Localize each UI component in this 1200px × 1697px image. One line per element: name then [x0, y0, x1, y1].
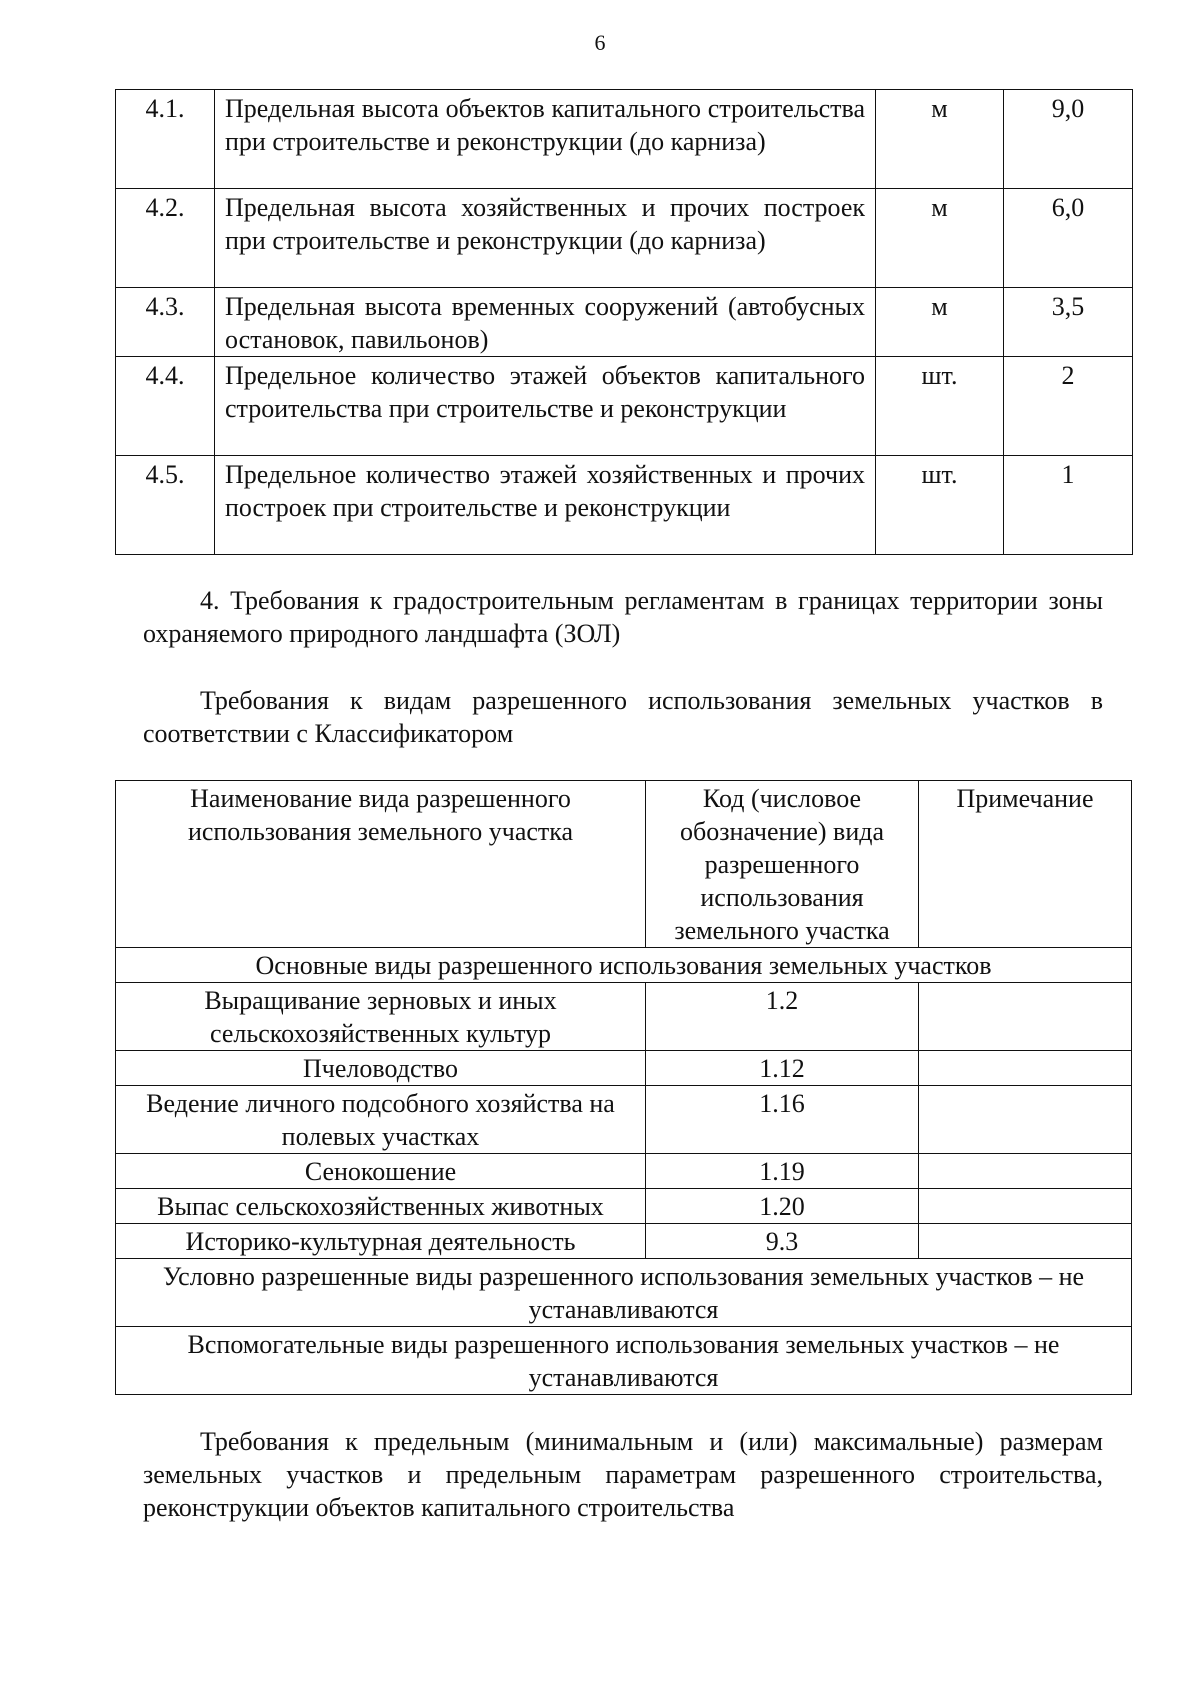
row-number: 4.2.: [116, 189, 215, 288]
row-number: 4.3.: [116, 288, 215, 357]
table-row: [116, 189, 1133, 288]
parameter-value: 3,5: [1004, 288, 1133, 357]
closing-paragraph: Требования к предельным (минимальным и (или) максимальные) размерам земельных участков и предельным параметрам разрешенного строительства, реконструкции объектов капитального строительства: [143, 1427, 1103, 1522]
row-number: 4.4.: [116, 357, 215, 456]
use-code: 1.20: [646, 1189, 919, 1224]
parameter-value: 1: [1004, 456, 1133, 555]
use-code: 1.16: [646, 1086, 919, 1154]
use-note: [919, 1086, 1132, 1154]
table-row: [116, 1086, 1132, 1154]
parameter-unit: м: [876, 90, 1004, 189]
use-name: Пчеловодство: [116, 1051, 646, 1086]
parameter-description: Предельная высота объектов капитального строительства при строительстве и реконструкции (до карниза): [215, 90, 876, 189]
use-name: Ведение личного подсобного хозяйства на полевых участках: [116, 1086, 646, 1154]
table-row: [116, 1189, 1132, 1224]
use-code: 1.19: [646, 1154, 919, 1189]
parameter-value: 9,0: [1004, 90, 1133, 189]
parameter-description: Предельное количество этажей объектов капитального строительства при строительстве и реконструкции: [215, 357, 876, 456]
use-note: [919, 1154, 1132, 1189]
use-name: Историко-культурная деятельность: [116, 1224, 646, 1259]
use-name: Выпас сельскохозяйственных животных: [116, 1189, 646, 1224]
header-note: Примечание: [919, 781, 1132, 948]
use-note: [919, 983, 1132, 1051]
table-header-row: [116, 781, 1132, 948]
uses-intro-paragraph: Требования к видам разрешенного использования земельных участков в соответствии с Классификатором: [143, 686, 1103, 748]
table-row: [116, 1051, 1132, 1086]
parameter-description: Предельное количество этажей хозяйственных и прочих построек при строительстве и реконструкции: [215, 456, 876, 555]
table-row: [116, 456, 1133, 555]
table-row: [116, 288, 1133, 357]
parameter-unit: м: [876, 189, 1004, 288]
use-note: [919, 1224, 1132, 1259]
section-row: [116, 1327, 1132, 1395]
use-name: Сенокошение: [116, 1154, 646, 1189]
parameter-value: 2: [1004, 357, 1133, 456]
use-note: [919, 1051, 1132, 1086]
row-number: 4.5.: [116, 456, 215, 555]
section-row: [116, 948, 1132, 983]
table-row: [116, 1154, 1132, 1189]
land-use-table: [115, 780, 1132, 1395]
parameter-description: Предельная высота временных сооружений (автобусных остановок, павильонов): [215, 288, 876, 357]
parameters-table: [115, 89, 1133, 555]
parameter-value: 6,0: [1004, 189, 1133, 288]
parameter-unit: шт.: [876, 357, 1004, 456]
table-row: [116, 90, 1133, 189]
use-code: 1.2: [646, 983, 919, 1051]
section-heading: 4. Требования к градостроительным регламентам в границах территории зоны охраняемого природного ландшафта (ЗОЛ): [143, 586, 1103, 648]
table-row: [116, 357, 1133, 456]
section-row: [116, 1259, 1132, 1327]
auxiliary-uses-note: Вспомогательные виды разрешенного использования земельных участков – не устанавливаются: [116, 1327, 1132, 1395]
parameter-description: Предельная высота хозяйственных и прочих построек при строительстве и реконструкции (до карниза): [215, 189, 876, 288]
parameter-unit: м: [876, 288, 1004, 357]
use-code: 1.12: [646, 1051, 919, 1086]
table-row: [116, 1224, 1132, 1259]
header-use-name: Наименование вида разрешенного использования земельного участка: [116, 781, 646, 948]
page-number: 6: [594, 30, 606, 55]
use-note: [919, 1189, 1132, 1224]
row-number: 4.1.: [116, 90, 215, 189]
table-row: [116, 983, 1132, 1051]
use-name: Выращивание зерновых и иных сельскохозяйственных культур: [116, 983, 646, 1051]
conditional-uses-note: Условно разрешенные виды разрешенного использования земельных участков – не устанавливаются: [116, 1259, 1132, 1327]
parameter-unit: шт.: [876, 456, 1004, 555]
use-code: 9.3: [646, 1224, 919, 1259]
header-use-code: Код (числовое обозначение) вида разрешенного использования земельного участка: [646, 781, 919, 948]
main-uses-section-title: Основные виды разрешенного использования земельных участков: [116, 948, 1132, 983]
